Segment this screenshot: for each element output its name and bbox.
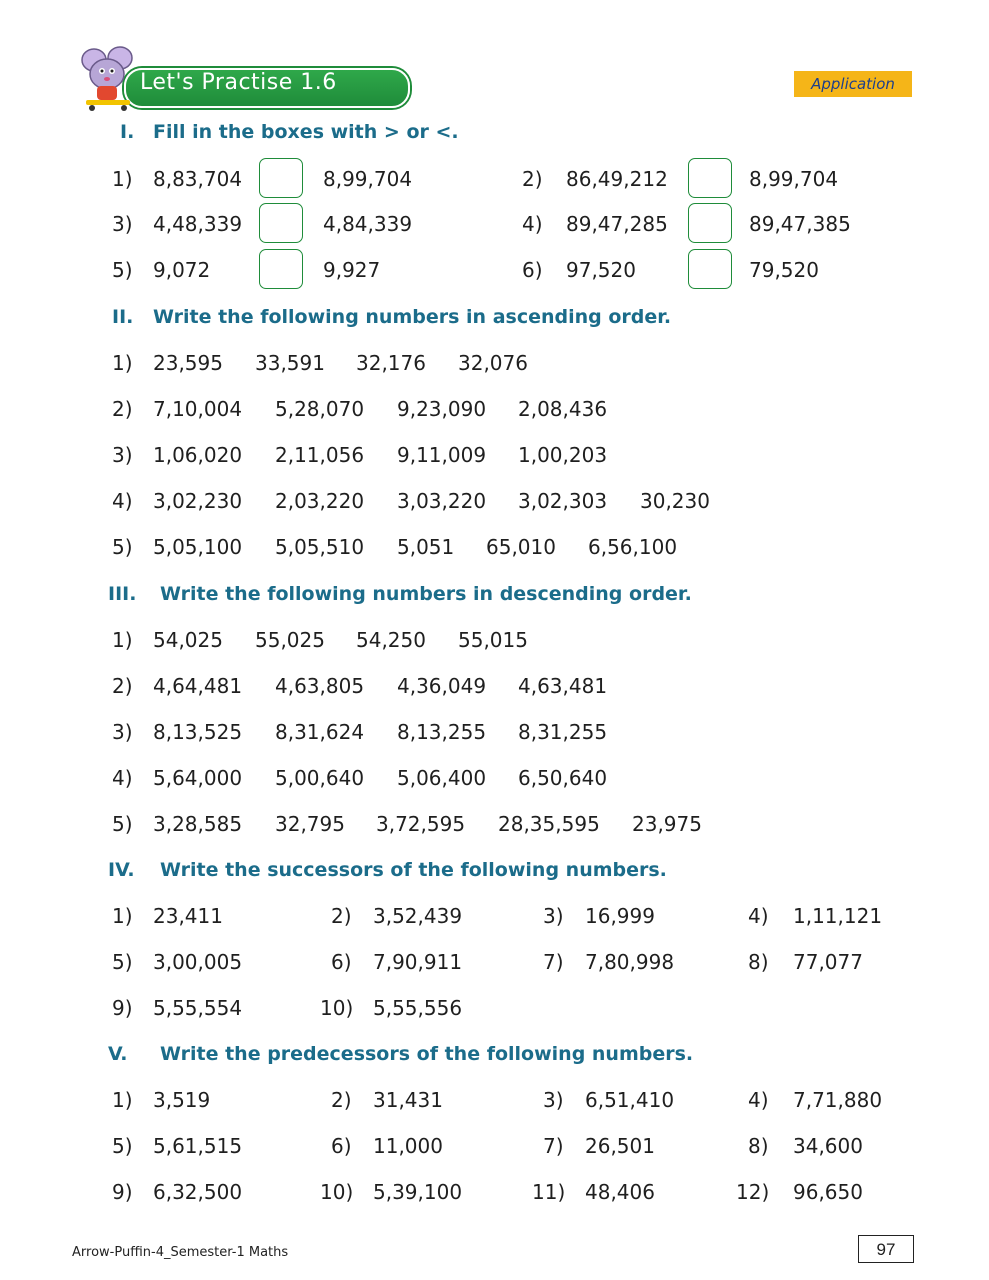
application-tag: Application [794, 71, 912, 97]
list-value: 2,11,056 [275, 443, 365, 467]
grid-value: 5,55,554 [153, 996, 243, 1020]
mouse-mascot-icon [72, 46, 142, 112]
grid-value: 3,52,439 [373, 904, 463, 928]
list-value: 5,051 [397, 535, 455, 559]
grid-value: 1,11,121 [793, 904, 883, 928]
list-value: 4,63,481 [518, 674, 608, 698]
item-number: 3) [112, 720, 133, 744]
left-value: 97,520 [566, 258, 636, 282]
item-number: 1) [112, 628, 133, 652]
answer-box[interactable] [259, 203, 303, 243]
left-value: 9,072 [153, 258, 211, 282]
number-list-row [0, 486, 989, 516]
number-grid-row [0, 1085, 989, 1115]
compare-row [0, 209, 989, 239]
right-value: 89,47,385 [749, 212, 851, 236]
section-heading [0, 302, 989, 332]
number-list-row [0, 625, 989, 655]
section-title: Write the following numbers in descending order. [160, 583, 692, 605]
section-number: IV. [108, 859, 135, 881]
list-value: 4,36,049 [397, 674, 487, 698]
item-number: 10) [320, 1180, 354, 1204]
list-value: 7,10,004 [153, 397, 243, 421]
left-value: 4,48,339 [153, 212, 243, 236]
list-value: 6,50,640 [518, 766, 608, 790]
number-grid-row [0, 1131, 989, 1161]
item-number: 5) [112, 1134, 133, 1158]
list-value: 4,64,481 [153, 674, 243, 698]
item-number: 3) [543, 1088, 564, 1112]
list-value: 3,02,230 [153, 489, 243, 513]
item-number: 7) [543, 1134, 564, 1158]
item-number: 2) [331, 904, 352, 928]
grid-value: 11,000 [373, 1134, 443, 1158]
section-title: Write the following numbers in ascending order. [153, 306, 672, 328]
list-value: 30,230 [640, 489, 710, 513]
compare-row [0, 255, 989, 285]
answer-box[interactable] [688, 158, 732, 198]
list-value: 55,025 [255, 628, 325, 652]
right-value: 79,520 [749, 258, 819, 282]
number-list-row [0, 394, 989, 424]
item-number: 12) [736, 1180, 770, 1204]
list-value: 8,31,255 [518, 720, 608, 744]
number-grid-row [0, 1177, 989, 1207]
section-title: Write the predecessors of the following numbers. [160, 1043, 694, 1065]
number-list-row [0, 348, 989, 378]
section-heading [0, 1039, 989, 1069]
section-number: V. [108, 1043, 128, 1065]
item-number: 9) [112, 1180, 133, 1204]
item-number: 1) [112, 351, 133, 375]
item-number: 6) [331, 1134, 352, 1158]
item-number: 2) [112, 674, 133, 698]
list-value: 28,35,595 [498, 812, 600, 836]
section-title: Fill in the boxes with > or <. [153, 121, 459, 143]
grid-value: 48,406 [585, 1180, 655, 1204]
list-value: 8,13,525 [153, 720, 243, 744]
item-number: 4) [748, 1088, 769, 1112]
list-value: 9,11,009 [397, 443, 487, 467]
number-list-row [0, 763, 989, 793]
answer-box[interactable] [688, 249, 732, 289]
item-number: 11) [532, 1180, 566, 1204]
list-value: 3,28,585 [153, 812, 243, 836]
list-value: 9,23,090 [397, 397, 487, 421]
item-number: 4) [112, 766, 133, 790]
section-number: II. [112, 306, 134, 328]
grid-value: 96,650 [793, 1180, 863, 1204]
item-number: 5) [112, 812, 133, 836]
number-list-row [0, 717, 989, 747]
item-number: 4) [748, 904, 769, 928]
left-value: 8,83,704 [153, 167, 243, 191]
right-value: 8,99,704 [749, 167, 839, 191]
grid-value: 34,600 [793, 1134, 863, 1158]
item-number: 1) [112, 1088, 133, 1112]
item-number: 1) [112, 904, 133, 928]
grid-value: 5,55,556 [373, 996, 463, 1020]
number-list-row [0, 671, 989, 701]
list-value: 32,176 [356, 351, 426, 375]
number-grid-row [0, 993, 989, 1023]
list-value: 54,250 [356, 628, 426, 652]
item-number: 4) [112, 489, 133, 513]
number-grid-row [0, 901, 989, 931]
list-value: 8,31,624 [275, 720, 365, 744]
item-number: 8) [748, 950, 769, 974]
grid-value: 7,90,911 [373, 950, 463, 974]
section-heading [0, 117, 989, 147]
number-list-row [0, 532, 989, 562]
grid-value: 6,51,410 [585, 1088, 675, 1112]
grid-value: 16,999 [585, 904, 655, 928]
list-value: 4,63,805 [275, 674, 365, 698]
grid-value: 77,077 [793, 950, 863, 974]
answer-box[interactable] [688, 203, 732, 243]
item-number: 2) [522, 167, 543, 191]
list-value: 54,025 [153, 628, 223, 652]
item-number: 1) [112, 167, 133, 191]
list-value: 5,64,000 [153, 766, 243, 790]
list-value: 3,72,595 [376, 812, 466, 836]
number-grid-row [0, 947, 989, 977]
item-number: 2) [112, 397, 133, 421]
list-value: 5,06,400 [397, 766, 487, 790]
section-heading [0, 855, 989, 885]
answer-box[interactable] [259, 249, 303, 289]
item-number: 4) [522, 212, 543, 236]
list-value: 1,00,203 [518, 443, 608, 467]
answer-box[interactable] [259, 158, 303, 198]
grid-value: 31,431 [373, 1088, 443, 1112]
item-number: 7) [543, 950, 564, 974]
list-value: 5,05,510 [275, 535, 365, 559]
list-value: 23,975 [632, 812, 702, 836]
item-number: 5) [112, 535, 133, 559]
right-value: 4,84,339 [323, 212, 413, 236]
list-value: 6,56,100 [588, 535, 678, 559]
grid-value: 3,519 [153, 1088, 211, 1112]
left-value: 86,49,212 [566, 167, 668, 191]
list-value: 8,13,255 [397, 720, 487, 744]
list-value: 5,05,100 [153, 535, 243, 559]
list-value: 33,591 [255, 351, 325, 375]
grid-value: 5,61,515 [153, 1134, 243, 1158]
grid-value: 23,411 [153, 904, 223, 928]
item-number: 6) [522, 258, 543, 282]
list-value: 23,595 [153, 351, 223, 375]
practice-banner [72, 46, 342, 112]
number-list-row [0, 440, 989, 470]
grid-value: 6,32,500 [153, 1180, 243, 1204]
grid-value: 26,501 [585, 1134, 655, 1158]
list-value: 55,015 [458, 628, 528, 652]
list-value: 3,02,303 [518, 489, 608, 513]
right-value: 9,927 [323, 258, 381, 282]
item-number: 3) [543, 904, 564, 928]
list-value: 1,06,020 [153, 443, 243, 467]
grid-value: 7,80,998 [585, 950, 675, 974]
number-list-row [0, 809, 989, 839]
left-value: 89,47,285 [566, 212, 668, 236]
section-title: Write the successors of the following numbers. [160, 859, 667, 881]
item-number: 8) [748, 1134, 769, 1158]
item-number: 5) [112, 950, 133, 974]
compare-row [0, 164, 989, 194]
list-value: 3,03,220 [397, 489, 487, 513]
item-number: 10) [320, 996, 354, 1020]
banner-title: Let's Practise 1.6 [140, 70, 337, 95]
section-number: I. [120, 121, 135, 143]
section-number: III. [108, 583, 137, 605]
list-value: 2,03,220 [275, 489, 365, 513]
list-value: 65,010 [486, 535, 556, 559]
item-number: 3) [112, 212, 133, 236]
list-value: 32,795 [275, 812, 345, 836]
footer-text: Arrow-Puffin-4_Semester-1 Maths [72, 1245, 289, 1260]
section-heading [0, 579, 989, 609]
grid-value: 3,00,005 [153, 950, 243, 974]
list-value: 5,00,640 [275, 766, 365, 790]
item-number: 3) [112, 443, 133, 467]
list-value: 2,08,436 [518, 397, 608, 421]
item-number: 6) [331, 950, 352, 974]
item-number: 5) [112, 258, 133, 282]
page-number: 97 [858, 1235, 914, 1263]
right-value: 8,99,704 [323, 167, 413, 191]
list-value: 5,28,070 [275, 397, 365, 421]
item-number: 2) [331, 1088, 352, 1112]
grid-value: 5,39,100 [373, 1180, 463, 1204]
list-value: 32,076 [458, 351, 528, 375]
grid-value: 7,71,880 [793, 1088, 883, 1112]
item-number: 9) [112, 996, 133, 1020]
